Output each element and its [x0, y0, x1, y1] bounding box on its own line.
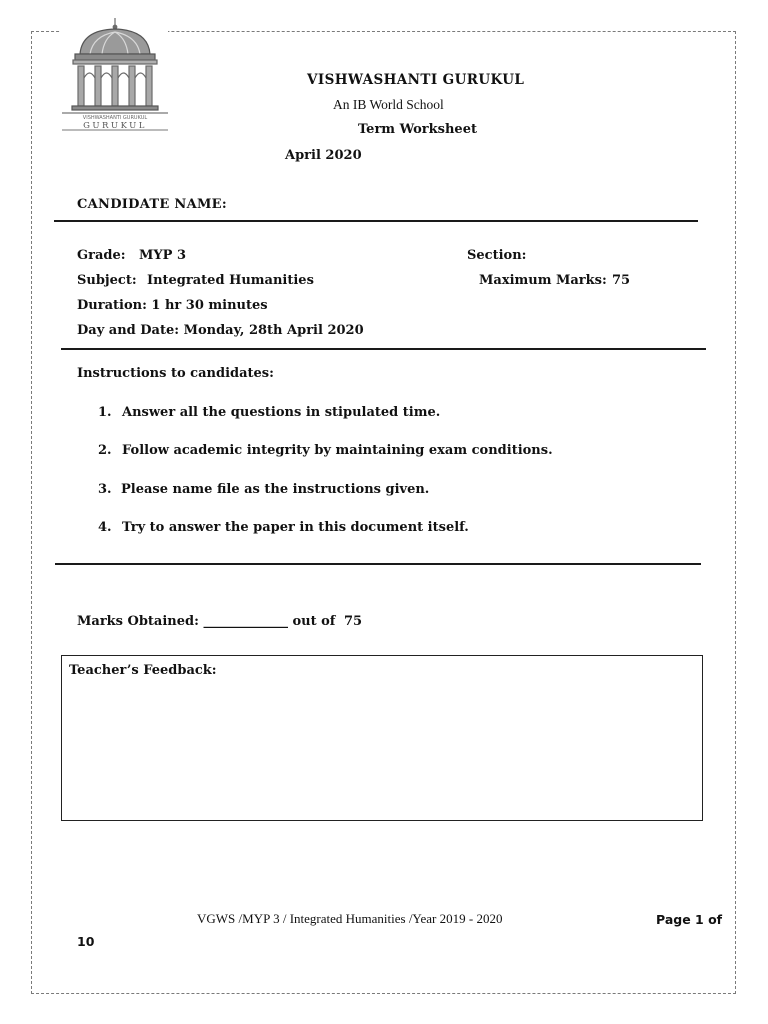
marks-obtained-blank[interactable]: _____________: [203, 614, 288, 629]
instructions-heading: Instructions to candidates:: [77, 366, 274, 381]
page-number-label: Page 1 of: [656, 912, 723, 927]
logo-caption: GURUKUL: [83, 121, 147, 131]
marks-obtained-label: Marks Obtained:: [77, 614, 199, 629]
candidate-name-line[interactable]: [54, 220, 698, 222]
day-and-date: Day and Date: Monday, 28th April 2020: [77, 323, 364, 338]
instruction-item: [0, 520, 768, 538]
section-label: Section:: [467, 248, 527, 263]
instruction-text: Try to answer the paper in this document itself.: [122, 520, 469, 535]
teacher-feedback-label: Teacher’s Feedback:: [69, 663, 217, 678]
school-logo: [60, 16, 170, 134]
instruction-text: Please name file as the instructions given.: [121, 482, 430, 497]
divider-instructions: [55, 563, 701, 565]
instruction-number: 2.: [98, 443, 112, 458]
instruction-item: [0, 443, 768, 461]
subject-label: Subject:: [77, 273, 137, 288]
max-marks-value: 75: [612, 273, 631, 288]
instruction-text: Answer all the questions in stipulated time.: [122, 405, 441, 420]
grade-label: Grade:: [77, 248, 126, 263]
instruction-number: 3.: [98, 482, 112, 497]
marks-obtained-row: [77, 614, 362, 629]
school-name: VISHWASHANTI GURUKUL: [307, 72, 525, 88]
marks-total: 75: [343, 614, 363, 629]
divider-details: [61, 348, 706, 350]
max-marks-label: Maximum Marks:: [479, 273, 607, 288]
marks-out-of: out of: [292, 614, 336, 629]
school-subtitle: An IB World School: [333, 97, 444, 112]
candidate-name-label: CANDIDATE NAME:: [77, 197, 227, 212]
footer-text: VGWS /MYP 3 / Integrated Humanities /Year 2019 - 2020: [197, 911, 503, 926]
teacher-feedback-box[interactable]: [61, 655, 703, 821]
instruction-item: [0, 482, 768, 500]
session-date: April 2020: [285, 148, 362, 163]
instruction-item: [0, 405, 768, 423]
instruction-text: Follow academic integrity by maintaining exam conditions.: [122, 443, 553, 458]
page-total: 10: [77, 934, 95, 949]
duration: Duration: 1 hr 30 minutes: [77, 298, 268, 313]
page-border: [31, 31, 736, 994]
subject-value: Integrated Humanities: [147, 273, 314, 288]
logo-caption-small: VISHWASHANTI GURUKUL: [82, 115, 148, 121]
grade-value: MYP 3: [139, 248, 187, 263]
instruction-number: 1.: [98, 405, 112, 420]
instruction-number: 4.: [98, 520, 112, 535]
worksheet-title: Term Worksheet: [358, 122, 477, 137]
